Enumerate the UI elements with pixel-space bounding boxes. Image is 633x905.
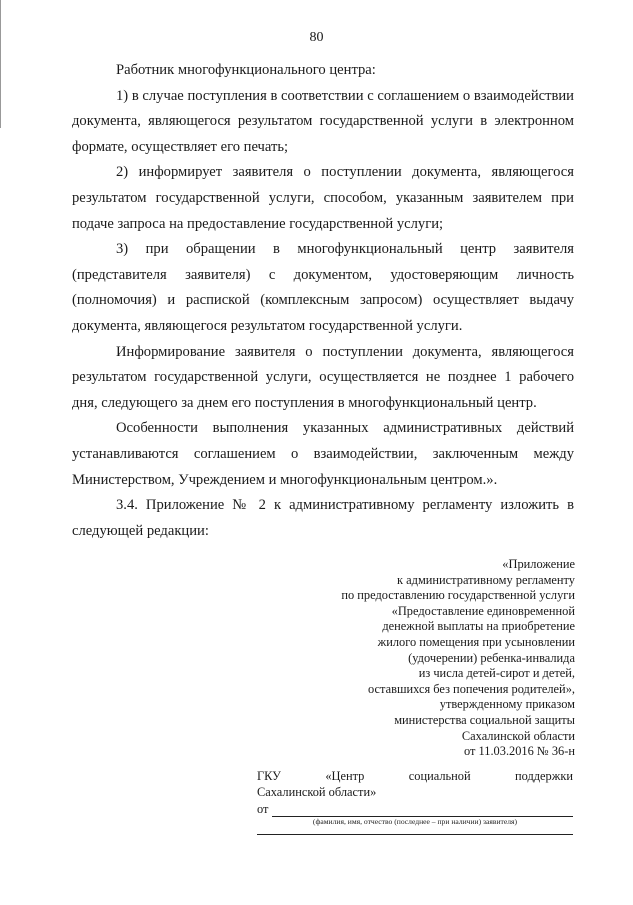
page-number: 80 (309, 30, 324, 45)
name-hint: (фамилия, имя, отчество (последнее – при наличии) заявителя) (312, 817, 518, 826)
paragraph-intro: Работник многофункционального центра: (116, 62, 376, 78)
annex-line: оставшихся без попечения родителей», (368, 681, 575, 696)
addressee-line-2: Сахалинской области» (257, 785, 377, 799)
annex-line: (удочерении) ребенка-инвалида (408, 650, 575, 665)
annex-line: от 11.03.2016 № 36-н (463, 744, 575, 759)
annex-header (275, 557, 575, 760)
addressee-line-1 (257, 768, 573, 784)
annex-line: «Предоставление единовременной (391, 603, 575, 618)
paragraph-item-1: 1) в случае поступления в соответствии с соглашением о взаимодействии документа, являющегося результатом государственной услуги в электронном формате, осуществляет его печать; (72, 87, 574, 155)
addressee-word: поддержки (514, 769, 573, 783)
from-field (257, 802, 573, 817)
paragraph-item-3: 3) при обращении в многофункциональный центр заявителя (представителя заявителя) с документом, удостоверяющим личность (полномочия) и распиской (комплексным запросом) осуществляет выдачу документа, являющегося результатом государственной услуги. (72, 241, 574, 334)
annex-line: «Приложение (502, 557, 575, 571)
annex-line: денежной выплаты на приобретение (382, 619, 575, 634)
from-label: от (257, 802, 269, 816)
paragraph-item-2: 2) информирует заявителя о поступлении документа, являющегося результатом государственной услуги, способом, указанным заявителем при подаче запроса на предоставление государственной услуги; (72, 164, 574, 232)
addressee-word: «Центр (325, 769, 365, 783)
blank-line (257, 834, 573, 835)
from-underline (272, 804, 573, 817)
paragraph-features: Особенности выполнения указанных административных действий устанавливаются соглашением о взаимодействии, заключенным между Министерством, Учреждением и многофункциональным центром.». (72, 420, 574, 488)
scan-edge-mark (0, 0, 1, 128)
annex-line: к административному регламенту (397, 572, 575, 587)
annex-line: жилого помещения при усыновлении (377, 634, 575, 649)
annex-line: по предоставлению государственной услуги (341, 588, 575, 603)
paragraph-clause-3-4: 3.4. Приложение № 2 к административному регламенту изложить в следующей редакции: (72, 497, 574, 539)
body-text (72, 58, 574, 544)
paragraph-informing: Информирование заявителя о поступлении документа, являющегося результатом государственной услуги, осуществляется не позднее 1 рабочего дня, следующего за днем его поступления в многофункциональный центр. (72, 343, 574, 411)
annex-line: министерства социальной защиты (394, 712, 575, 727)
addressee-word: ГКУ (257, 769, 281, 783)
addressee-block (257, 768, 573, 800)
annex-line: из числа детей-сирот и детей, (418, 666, 575, 681)
annex-line: утвержденному приказом (439, 697, 575, 712)
annex-line: Сахалинской области (461, 728, 575, 743)
addressee-word: социальной (408, 769, 471, 783)
